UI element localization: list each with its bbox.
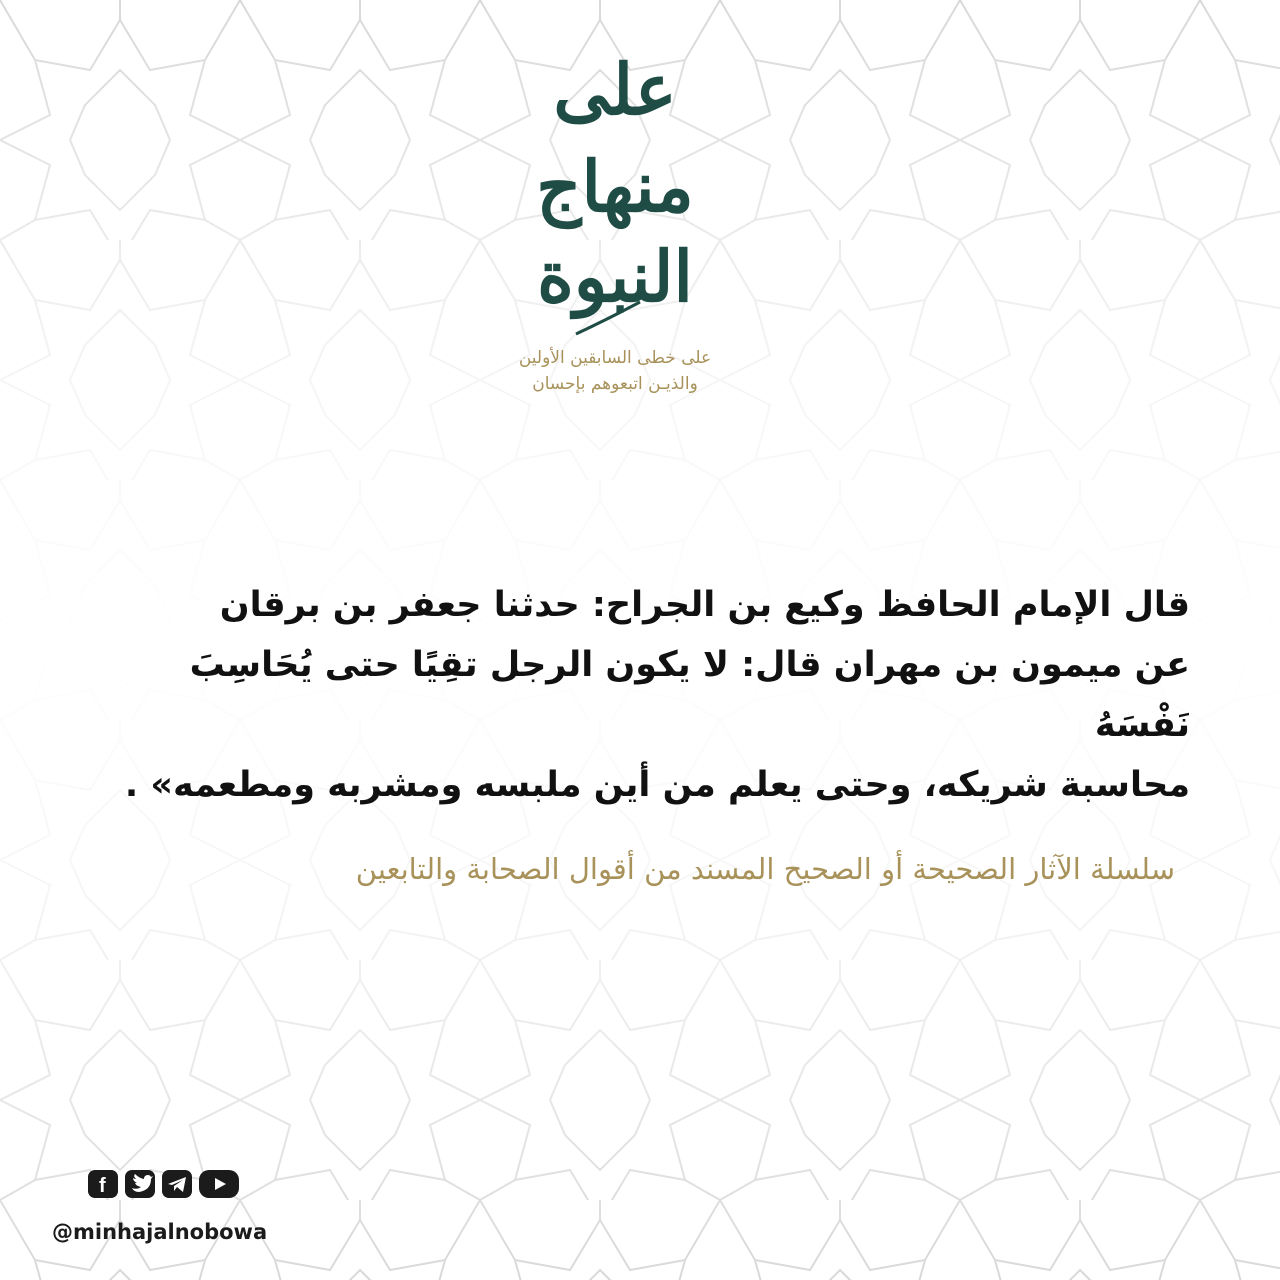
facebook-icon[interactable] bbox=[88, 1170, 118, 1198]
quote-line: عن ميمون بن مهران قال: لا يكون الرجل تقِيًا حتى يُحَاسِبَ نَفْسَهُ bbox=[189, 645, 1190, 745]
logo bbox=[470, 30, 760, 400]
logo-word-nubuwwa: النبوة bbox=[537, 235, 693, 318]
logo-word-ala: على bbox=[553, 48, 677, 131]
series-title: سلسلة الآثار الصحيحة أو الصحيح المسند من أقوال الصحابة والتابعين bbox=[355, 852, 1175, 886]
social-icons bbox=[88, 1170, 239, 1200]
logo-word-minhaj: منهاج bbox=[536, 145, 694, 228]
logo-tagline-1: على خطى السابقين الأولين bbox=[518, 348, 712, 368]
quote-text bbox=[90, 575, 1190, 815]
logo-tagline-2: والذيـن اتبعوهم بإحسان bbox=[532, 374, 698, 394]
svg-text:f: f bbox=[99, 1175, 106, 1197]
quote-line: قال الإمام الحافظ وكيع بن الجراح: حدثنا جعفر بن برقان bbox=[219, 585, 1190, 625]
telegram-icon[interactable] bbox=[162, 1170, 192, 1198]
quote-line: محاسبة شريكه، وحتى يعلم من أين ملبسه ومشربه ومطعمه» . bbox=[124, 765, 1190, 805]
social-handle[interactable]: @minhajalnobowa bbox=[52, 1220, 268, 1244]
youtube-icon[interactable] bbox=[199, 1170, 239, 1198]
twitter-icon[interactable] bbox=[125, 1170, 155, 1198]
logo-flourish bbox=[570, 298, 650, 338]
